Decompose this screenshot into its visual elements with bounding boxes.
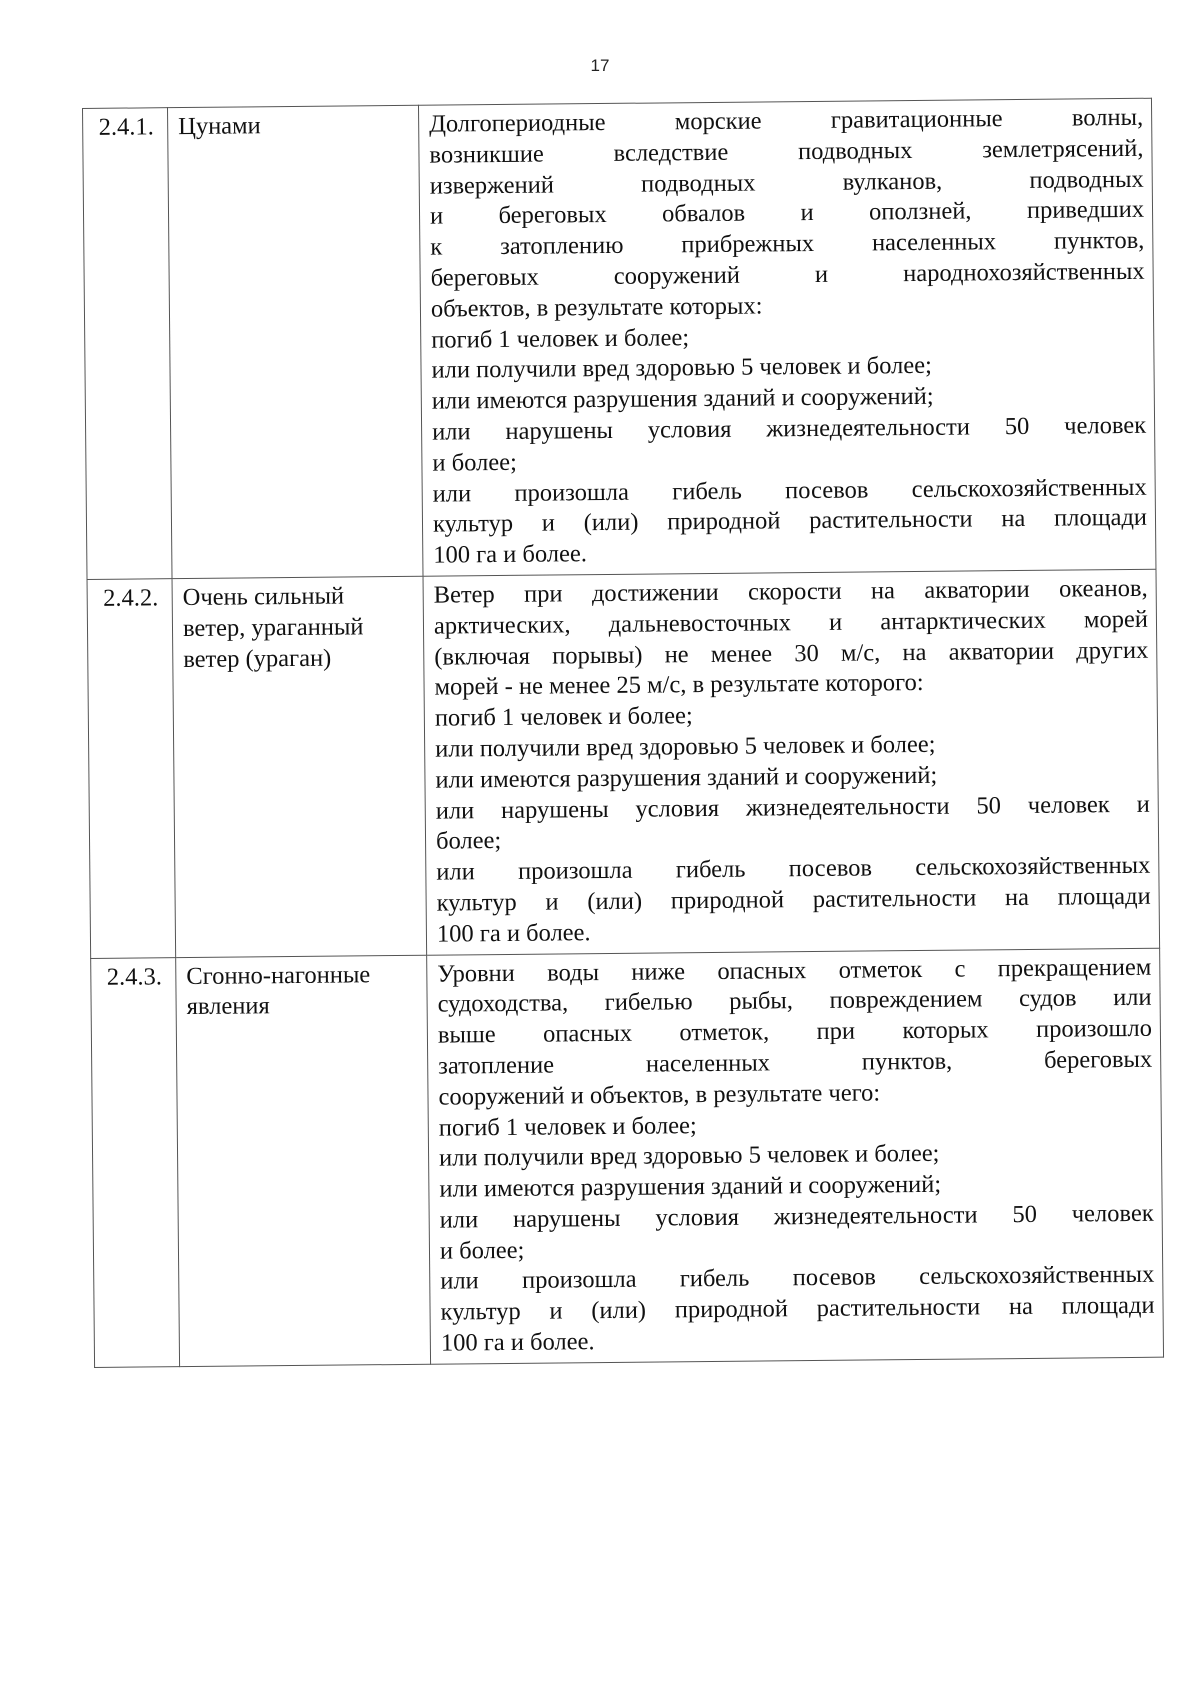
criteria-line: или произошла гибель посевов сельскохозяйственных <box>436 851 1151 886</box>
criteria-line: Уровни воды ниже опасных отметок с прекращением <box>437 953 1152 988</box>
criteria-line: (включая порывы) не менее 30 м/с, на акватории других <box>434 636 1149 671</box>
row-number-cell: 2.4.3. <box>91 957 180 1367</box>
phenomenon-name-line: ветер (ураган) <box>183 644 332 673</box>
page-number: 17 <box>590 56 610 75</box>
criteria-line: сооружений и объектов, в результате чего: <box>438 1079 881 1111</box>
criteria-line: погиб 1 человек и более; <box>431 323 690 354</box>
criteria-line: 100 га и более. <box>440 1328 595 1357</box>
criteria-description-cell <box>427 948 1164 1364</box>
criteria-line: или получили вред здоровью 5 человек и более; <box>435 730 936 763</box>
phenomenon-name-cell <box>172 576 427 957</box>
criteria-line: или получили вред здоровью 5 человек и более; <box>438 1140 940 1172</box>
criteria-line: или имеются разрушения зданий и сооружений; <box>439 1170 942 1203</box>
criteria-line: 100 га и более. <box>433 540 588 569</box>
criteria-line: или получили вред здоровью 5 человек и более; <box>431 352 933 385</box>
criteria-line: или произошла гибель посевов сельскохозяйственных <box>440 1261 1155 1296</box>
criteria-line: извержений подводных вулканов, подводных <box>429 165 1144 200</box>
criteria-line: или нарушены условия жизнедеятельности 50 человек <box>439 1199 1154 1234</box>
row-number-cell: 2.4.1. <box>83 108 173 580</box>
phenomenon-name-line: Цунами <box>178 112 261 141</box>
phenomenon-name-cell <box>176 955 431 1367</box>
criteria-line: возникшие вследствие подводных землетрясений, <box>429 134 1144 169</box>
table-row <box>87 569 1160 958</box>
criteria-line: или имеются разрушения зданий и сооружений; <box>435 761 938 794</box>
criteria-line: и более; <box>432 448 517 477</box>
criteria-line: 100 га и более. <box>436 918 591 948</box>
criteria-line: судоходства, гибелью рыбы, повреждением судов или <box>437 984 1152 1018</box>
criteria-line: морей - не менее 25 м/с, в результате которого: <box>434 669 924 701</box>
criteria-line: и более; <box>439 1236 525 1265</box>
criteria-line: выше опасных отметок, при которых произошло <box>437 1014 1153 1049</box>
criteria-description-cell <box>418 98 1155 576</box>
criteria-line: или имеются разрушения зданий и сооружений; <box>431 383 934 415</box>
phenomenon-name-cell <box>168 105 424 578</box>
criteria-line: арктических, дальневосточных и антарктических морей <box>433 605 1149 640</box>
criteria-line: Долгопериодные морские гравитационные волны, <box>429 103 1144 138</box>
criteria-line: или произошла гибель посевов сельскохозяйственных <box>432 473 1147 508</box>
criteria-description-cell <box>423 569 1160 955</box>
criteria-line: более; <box>435 827 502 855</box>
criteria-line: погиб 1 человек и более; <box>438 1111 697 1142</box>
criteria-line: береговых сооружений и народнохозяйственных <box>430 257 1145 292</box>
criteria-line: и береговых обвалов и оползней, приведших <box>429 196 1145 231</box>
criteria-line: культур и (или) природной растительности на площади <box>440 1292 1155 1326</box>
criteria-line: или нарушены условия жизнедеятельности 50 человек <box>431 411 1147 446</box>
row-number-cell: 2.4.2. <box>87 579 176 958</box>
table-row <box>91 948 1164 1368</box>
criteria-line: погиб 1 человек и более; <box>434 702 693 732</box>
phenomenon-name-line: Очень сильный <box>182 582 345 612</box>
criteria-line: затопление населенных пунктов, береговых <box>438 1045 1153 1080</box>
phenomenon-name-line: явления <box>186 992 270 1021</box>
table-row <box>83 98 1156 579</box>
criteria-line: культур и (или) природной растительности на площади <box>432 504 1148 539</box>
criteria-line: или нарушены условия жизнедеятельности 50 человек и <box>435 790 1150 825</box>
criteria-line: объектов, в результате которых: <box>430 292 763 323</box>
criteria-line: к затоплению прибрежных населенных пунктов, <box>430 226 1145 261</box>
phenomenon-name-line: Сгонно-нагонные <box>186 960 371 990</box>
criteria-line: Ветер при достижении скорости на акватории океанов, <box>433 574 1148 609</box>
criteria-line: культур и (или) природной растительности на площади <box>436 882 1151 917</box>
table-body <box>83 98 1164 1367</box>
phenomenon-name-line: ветер, ураганный <box>182 613 364 642</box>
hazard-criteria-table <box>82 98 1164 1368</box>
